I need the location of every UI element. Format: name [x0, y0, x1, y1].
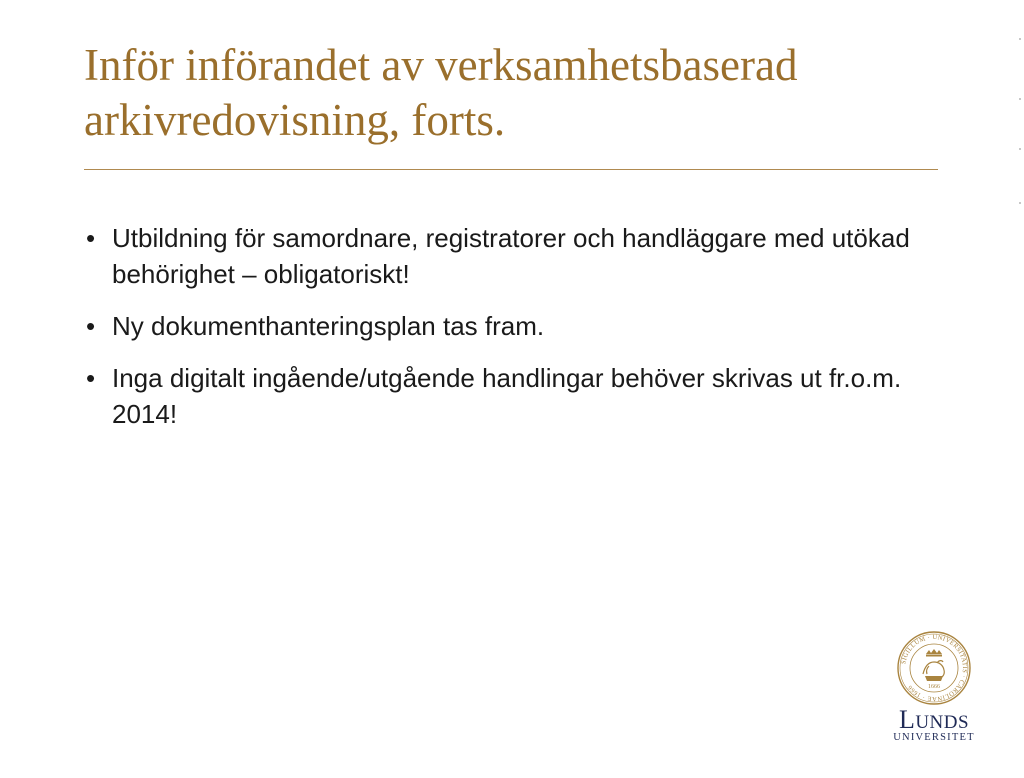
edge-mark — [1019, 98, 1021, 100]
bullet-text: Utbildning för samordnare, registratorer och handläggare med utökad behörighet – obligatoriskt! — [112, 223, 910, 289]
slide-title: Inför införandet av verksamhetsbaserad arkivredovisning, forts. — [84, 40, 798, 145]
bullet-text: Inga digitalt ingående/utgående handlingar behöver skrivas ut fr.o.m. 2014! — [112, 363, 902, 429]
bullet-item — [86, 360, 926, 432]
university-seal-icon — [896, 630, 972, 706]
seal-inscription: SIGILLUM · UNIVERSITATIS · CAROLINAE · 1666 — [900, 633, 969, 703]
edge-mark — [1019, 202, 1021, 204]
svg-text:1666: 1666 — [928, 684, 940, 690]
bullet-marker: • — [86, 223, 96, 253]
title-divider — [84, 169, 938, 170]
bullet-item — [86, 308, 926, 344]
bullet-text: Ny dokumenthanteringsplan tas fram. — [112, 311, 545, 341]
bullet-marker: • — [86, 311, 96, 341]
bullet-marker: • — [86, 363, 96, 393]
edge-mark — [1019, 38, 1021, 40]
bullet-list — [86, 220, 926, 448]
logo-wordmark-initial: L — [898, 705, 916, 734]
logo-subtitle: UNIVERSITET — [893, 732, 975, 743]
lunds-universitet-logo — [884, 628, 984, 748]
edge-mark — [1019, 148, 1021, 150]
bullet-item — [86, 220, 926, 292]
logo-wordmark-rest: UNDS — [915, 712, 970, 733]
